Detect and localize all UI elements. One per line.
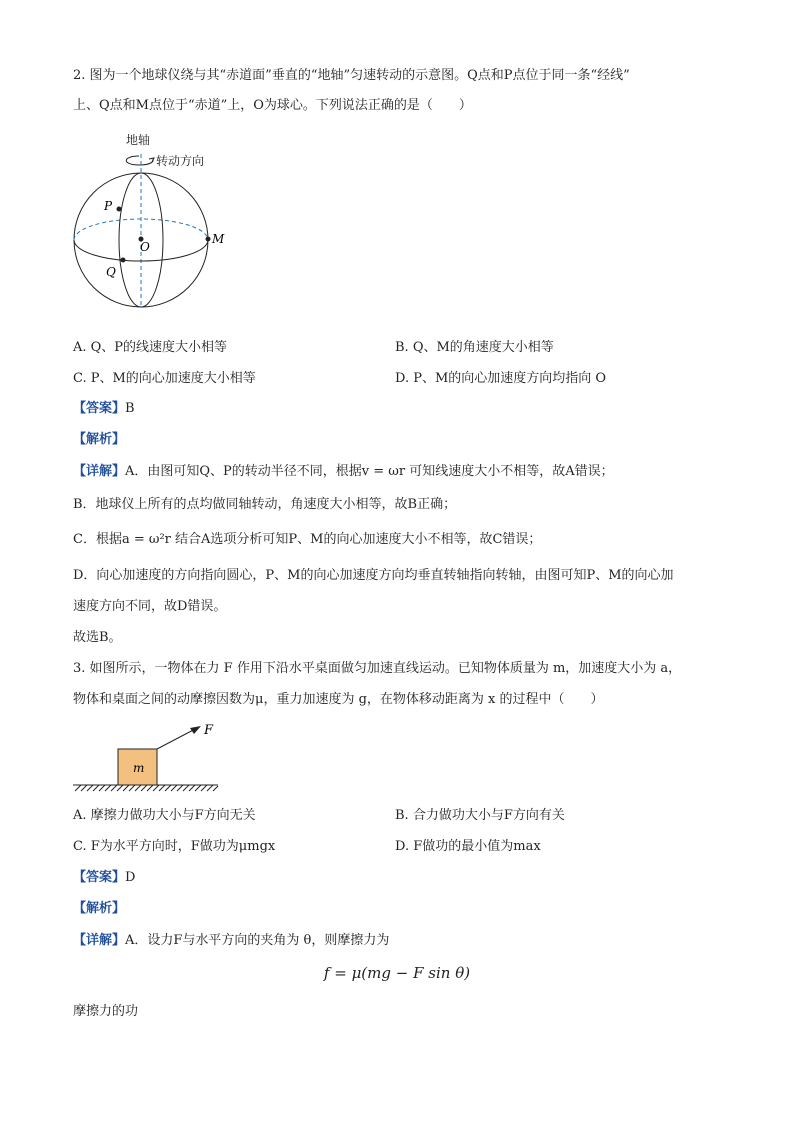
q2-option-c: C. P、M的向心加速度大小相等: [73, 371, 256, 386]
q3-option-d: D. F做功的最小值为max: [395, 839, 541, 854]
q3-option-c: C. F为水平方向时，F做功为μmgx: [73, 839, 276, 854]
q3-option-b: B. 合力做功大小与F方向有关: [395, 808, 565, 823]
meridian-front: [119, 173, 141, 307]
q2-detail-d-line2: 速度方向不同，故D错误。: [73, 599, 227, 614]
point-q: [121, 258, 126, 263]
axis-label: 地轴: [126, 133, 151, 147]
q2-detail-c: C．根据a = ω²r 结合A选项分析可知P、M的向心加速度大小不相等，故C错误；: [73, 532, 542, 547]
answer-tag: 【答案】: [73, 870, 126, 885]
force-label: F: [204, 723, 214, 738]
q3-detail-a: 【详解】A．设力F与水平方向的夹角为 θ，则摩擦力为: [73, 933, 390, 948]
block-figure: [70, 718, 220, 798]
q2-option-a: A. Q、P的线速度大小相等: [73, 340, 228, 355]
q2-detail-d-line1: D．向心加速度的方向指向圆心，P、M的向心加速度方向均垂直转轴指向转轴，由图可知P、M的向心加: [73, 568, 674, 583]
label-q: Q: [106, 265, 116, 279]
point-p: [117, 207, 122, 212]
label-o: O: [140, 240, 150, 254]
q2-detail-b: B．地球仪上所有的点均做同轴转动，角速度大小相等，故B正确；: [73, 497, 457, 512]
q3-stem-line2: 物体和桌面之间的动摩擦因数为μ，重力加速度为 g，在物体移动距离为 x 的过程中（ ）: [73, 692, 604, 707]
q2-conclusion: 故选B。: [73, 630, 122, 645]
q2-option-d: D. P、M的向心加速度方向均指向 O: [395, 371, 607, 386]
rotation-arrow-icon: [126, 156, 153, 165]
label-m: M: [212, 232, 225, 246]
friction-work-label: 摩擦力的功: [73, 1004, 139, 1019]
q3-stem-line1: 3. 如图所示，一物体在力 F 作用下沿水平桌面做匀加速直线运动。已知物体质量为 m，加速度大小为 a，: [73, 661, 682, 676]
q3-answer-row: [73, 868, 135, 888]
q2-answer: B: [125, 401, 135, 416]
q2-stem-line2: 上、Q点和M点位于“赤道”上，O为球心。下列说法正确的是（ ）: [73, 98, 472, 113]
table-hatching: [75, 785, 218, 791]
q2-option-b: B. Q、M的角速度大小相等: [395, 340, 554, 355]
label-p: P: [104, 199, 113, 213]
q2-detail-a: 【详解】A．由图可知Q、P的转动半径不同，根据v = ωr 可知线速度大小不相等，故A错误；: [73, 464, 614, 479]
rotation-label: 转动方向: [156, 154, 205, 168]
q3-analysis-tag: 【解析】: [73, 901, 126, 916]
q2-analysis-tag: 【解析】: [73, 432, 126, 447]
q2-answer-row: [73, 399, 135, 419]
globe-figure: [60, 125, 240, 315]
block-label: m: [133, 761, 145, 775]
answer-tag: 【答案】: [73, 401, 126, 416]
point-m: [206, 237, 211, 242]
q2-stem-line1: 2. 图为一个地球仪绕与其“赤道面”垂直的“地轴”匀速转动的示意图。Q点和P点位于同一条“经线”: [73, 68, 630, 83]
q3-answer: D: [125, 870, 136, 885]
q3-option-a: A. 摩擦力做功大小与F方向无关: [73, 808, 256, 823]
friction-formula: f = μ(mg − F sin θ): [323, 964, 471, 982]
